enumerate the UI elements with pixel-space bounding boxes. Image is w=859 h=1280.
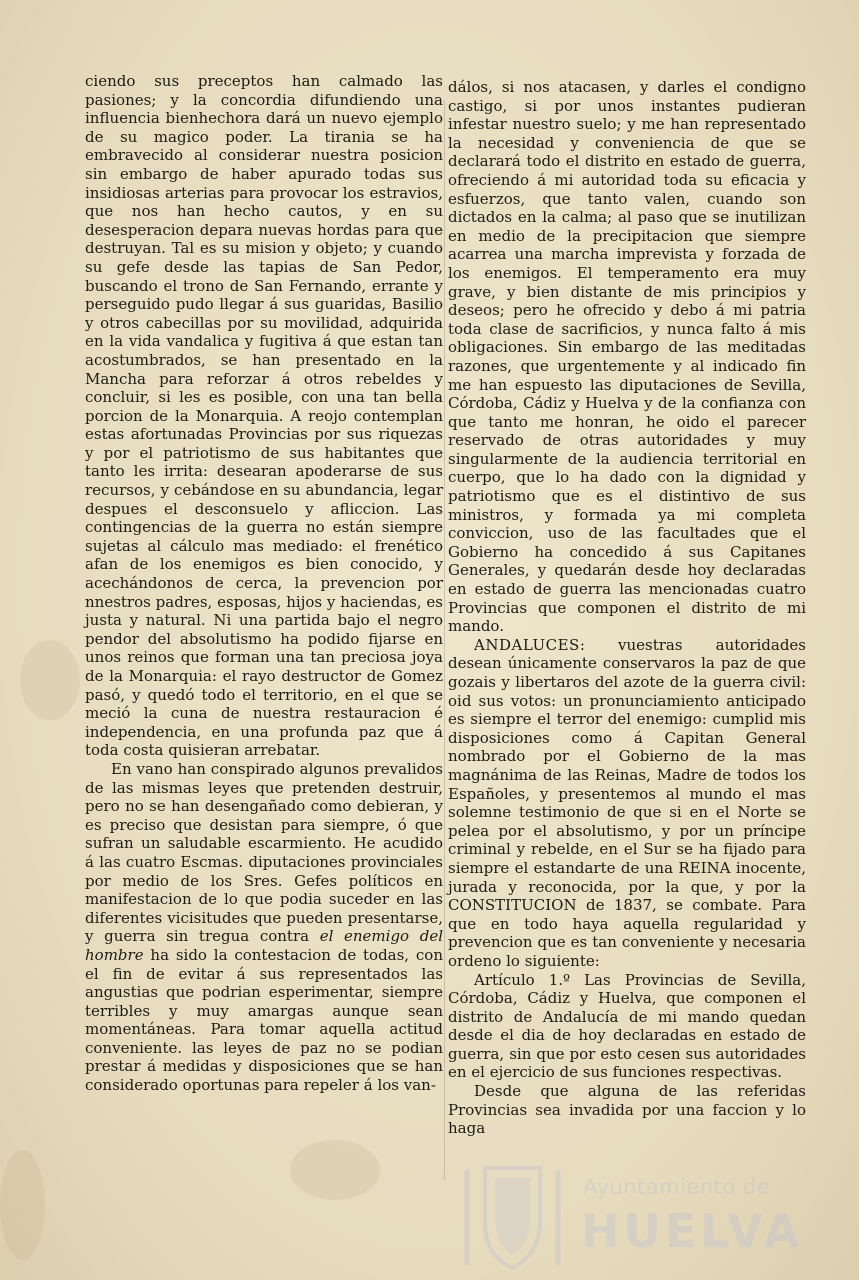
address-heading: ANDALUCES [474, 635, 580, 654]
paper-stain [0, 1150, 45, 1260]
right-column [448, 78, 806, 1138]
italic-phrase: el enemigo del hombre [85, 927, 443, 964]
watermark-line-2: HUELVA [581, 1204, 804, 1258]
paragraph: ciendo sus preceptos han calmado las pasiones; y la concordia difundiendo una influencia bienhechora dará un nuevo ejemplo de su magico poder. La tirania se ha embravecido al considerar nuestra posicion sin embargo de haber apurado todas sus insidiosas arterias para provocar los estravios, que nos han hecho cautos, y en su desesperacion depara nuevas hordas para que destruyan. Tal es su mision y objeto; y cuando su gefe desde las tapias de San Pedor, buscando el trono de San Fernando, errante y perseguido pudo llegar á sus guaridas, Basilio y otros cabecillas por su movilidad, adquirida en la vida vandalica y fugitiva á que estan tan acostumbrados, se han presentado en la Mancha para reforzar á otros rebeldes y concluir, si les es posible, con una tan bella porcion de la Monarquia. A reojo contemplan estas afortunadas Provincias por sus riquezas y por el patriotismo de sus habitantes que tanto les irrita: desearan apoderarse de sus recursos, y cebándose en su abundancia, legar despues el desconsuelo y afliccion. Las contingencias de la guerra no están siempre sujetas al cálculo mas mediado: el frenético afan de los enemigos es bien conocido, y acechándonos de cerca, la prevencion por nnestros padres, esposas, hijos y haciendas, es justa y natural. Ni una partida bajo el negro pendor del absolutismo ha podido fijarse en unos reinos que forman una tan preciosa joya de la Monarquia: el rayo destructor de Gomez pasó, y quedó todo el territorio, en el que se meció la cuna de nuestra restauracion é independencia, en una profunda paz que á toda costa quisieran arrebatar. [85, 72, 443, 760]
paper-stain [290, 1140, 380, 1200]
paragraph: Desde que alguna de las referidas Provincias sea invadida por una faccion y lo haga [448, 1082, 806, 1138]
article-1: Artículo 1.º Las Provincias de Sevilla, Córdoba, Cádiz y Huelva, que componen el distrito de Andalucía de mi mando quedan desde el dia de hoy declaradas en estado de guerra, sin que por esto cesen sus autoridades en el ejercicio de sus funciones respectivas. [448, 970, 806, 1082]
paragraph-text: ha sido la contestacion de todas, con el fin de evitar á sus representados las angustias que podrian esperimentar, siempre terribles y muy amargas aunque sean momentáneas. Para tomar aquella actitud conveniente. las leyes de paz no se podian prestar á medidas y disposiciones que se han considerado oportunas para repeler á los van- [85, 945, 443, 1095]
paragraph-text: En vano han conspirado algunos prevalidos de las mismas leyes que pretenden destruir, pero no se han desengañado como debieran, y es preciso que desistan para siempre, ó que sufran un saludable escarmiento. He acudido á las cuatro Escmas. diputaciones provinciales por medio de los Sres. Gefes políticos en manifestacion de lo que podia suceder en las diferentes vicisitudes que pueden presentarse, y guerra sin tregua contra [85, 759, 443, 946]
left-column [85, 72, 443, 1095]
column-gutter [444, 100, 445, 1180]
paragraph [85, 760, 443, 1095]
paragraph-text: : vuestras autoridades desean únicamente conservaros la paz de que gozais y libertaros del azote de la guerra civil: oid sus votos: un pronunciamiento anticipado es siempre el terror del enemigo: cumplid mis disposiciones como á Capitan General nombrado por el Gobierno de la mas magnánima de las Reinas, Madre de todos los Españoles, y presentemos al mundo el mas solemne testimonio de que si en el Norte se pelea por el absolutismo, y por un príncipe criminal y rebelde, en el Sur se ha fijado para siempre el estandarte de una REINA inocente, jurada y reconocida, por la que, y por la CONSTITUCION de 1837, se combate. Para que en todo haya aquella regularidad y prevencion que es tan conveniente y necesaria ordeno lo siguiente: [448, 635, 806, 970]
coat-of-arms-icon [455, 1160, 570, 1272]
paragraph [448, 636, 806, 971]
watermark-line-1: Ayuntamiento de [583, 1175, 771, 1199]
watermark [455, 1150, 804, 1275]
paragraph: dálos, si nos atacasen, y darles el condigno castigo, si por unos instantes pudieran infestar nuestro suelo; y me han representado la necesidad y conveniencia de que se declarará todo el distrito en estado de guerra, ofreciendo á mi autoridad toda su eficacia y esfuerzos, que tanto valen, cuando son dictados en la calma; al paso que se inutilizan en medio de la precipitacion que siempre acarrea una marcha imprevista y forzada de los enemigos. El temperamento era muy grave, y bien distante de mis principios y deseos; pero he ofrecido y debo á mi patria toda clase de sacrificios, y nunca falto á mis obligaciones. Sin embargo de las meditadas razones, que urgentemente y al indicado fin me han espuesto las diputaciones de Sevilla, Córdoba, Cádiz y Huelva y de la confianza con que tanto me honran, he oido el parecer reservado de otras autoridades y muy singularmente de la audiencia territorial en cuerpo, que lo ha dado con la dignidad y patriotismo que es el distintivo de sus ministros, y formada ya mi completa conviccion, uso de las facultades que el Gobierno ha concedido á sus Capitanes Generales, y quedarán desde hoy declaradas en estado de guerra las mencionadas cuatro Provincias que componen el distrito de mi mando. [448, 78, 806, 636]
paper-stain [20, 640, 80, 720]
